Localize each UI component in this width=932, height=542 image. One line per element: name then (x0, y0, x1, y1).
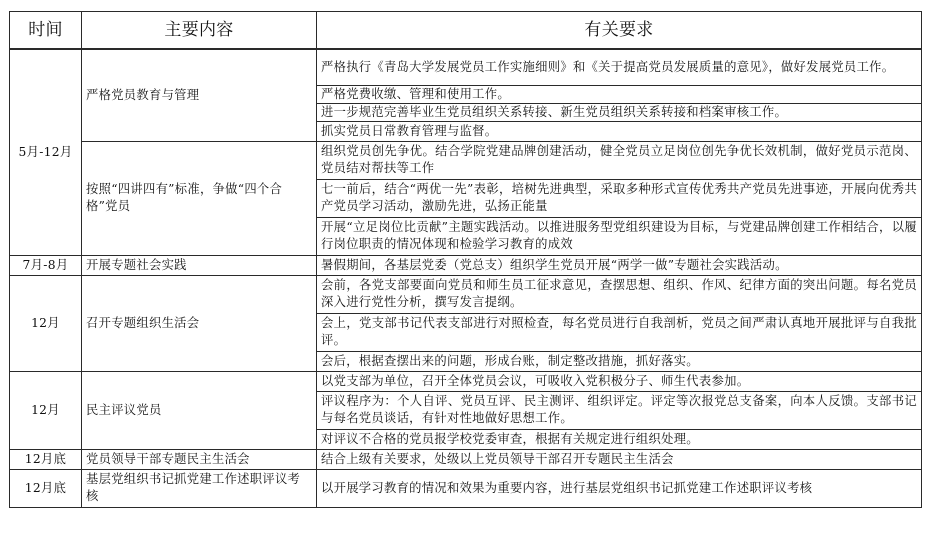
requirement-cell: 组织党员创先争优。结合学院党建品牌创建活动，健全党员立足岗位创先争优长效机制，做好党员示范岗、党员结对帮扶等工作 (317, 141, 922, 179)
time-cell: 12月 (10, 275, 82, 371)
table-row (10, 449, 922, 469)
content-cell: 民主评议党员 (82, 371, 317, 449)
content-cell: 基层党组织书记抓党建工作述职评议考核 (82, 469, 317, 507)
requirement-cell: 抓实党员日常教育管理与监督。 (317, 121, 922, 141)
work-plan-table (9, 11, 922, 508)
header-requirements: 有关要求 (317, 12, 922, 50)
requirement-cell: 暑假期间，各基层党委（党总支）组织学生党员开展“两学一做”专题社会实践活动。 (317, 255, 922, 275)
table-row (10, 255, 922, 275)
content-cell: 召开专题组织生活会 (82, 275, 317, 371)
time-cell: 12月底 (10, 469, 82, 507)
requirement-cell: 结合上级有关要求，处级以上党员领导干部召开专题民主生活会 (317, 449, 922, 469)
content-cell: 按照“四讲四有”标准，争做“四个合格”党员 (82, 141, 317, 255)
requirement-cell: 严格执行《青岛大学发展党员工作实施细则》和《关于提高党员发展质量的意见》，做好发展党员工作。 (317, 49, 922, 85)
requirement-cell: 进一步规范完善毕业生党员组织关系转接、新生党员组织关系转接和档案审核工作。 (317, 103, 922, 121)
table-row (10, 275, 922, 313)
requirement-cell: 严格党费收缴、管理和使用工作。 (317, 85, 922, 103)
content-cell: 党员领导干部专题民主生活会 (82, 449, 317, 469)
table-row (10, 469, 922, 507)
header-time: 时间 (10, 12, 82, 50)
time-cell: 12月底 (10, 449, 82, 469)
table-row (10, 49, 922, 85)
table-row (10, 371, 922, 391)
content-cell: 严格党员教育与管理 (82, 49, 317, 141)
requirement-cell: 会上，党支部书记代表支部进行对照检查，每名党员进行自我剖析，党员之间严肃认真地开展批评与自我批评。 (317, 313, 922, 351)
requirement-cell: 会前，各党支部要面向党员和师生员工征求意见，查摆思想、组织、作风、纪律方面的突出问题。每名党员深入进行党性分析，撰写发言提纲。 (317, 275, 922, 313)
requirement-cell: 对评议不合格的党员报学校党委审查，根据有关规定进行组织处理。 (317, 429, 922, 449)
requirement-cell: 以开展学习教育的情况和效果为重要内容，进行基层党组织书记抓党建工作述职评议考核 (317, 469, 922, 507)
table-row (10, 141, 922, 179)
requirement-cell: 以党支部为单位，召开全体党员会议，可吸收入党积极分子、师生代表参加。 (317, 371, 922, 391)
header-content: 主要内容 (82, 12, 317, 50)
time-cell: 7月-8月 (10, 255, 82, 275)
requirement-cell: 评议程序为：个人自评、党员互评、民主测评、组织评定。评定等次报党总支备案，向本人反馈。支部书记与每名党员谈话，有针对性地做好思想工作。 (317, 391, 922, 429)
requirement-cell: 会后，根据查摆出来的问题，形成台账，制定整改措施，抓好落实。 (317, 351, 922, 371)
content-cell: 开展专题社会实践 (82, 255, 317, 275)
header-row (10, 12, 922, 50)
requirement-cell: 七一前后，结合“两优一先”表彰，培树先进典型，采取多种形式宣传优秀共产党员先进事迹，开展向优秀共产党员学习活动，激励先进，弘扬正能量 (317, 179, 922, 217)
time-cell: 5月-12月 (10, 49, 82, 255)
requirement-cell: 开展“立足岗位比贡献”主题实践活动。以推进服务型党组织建设为目标，与党建品牌创建工作相结合，以履行岗位职责的情况体现和检验学习教育的成效 (317, 217, 922, 255)
time-cell: 12月 (10, 371, 82, 449)
